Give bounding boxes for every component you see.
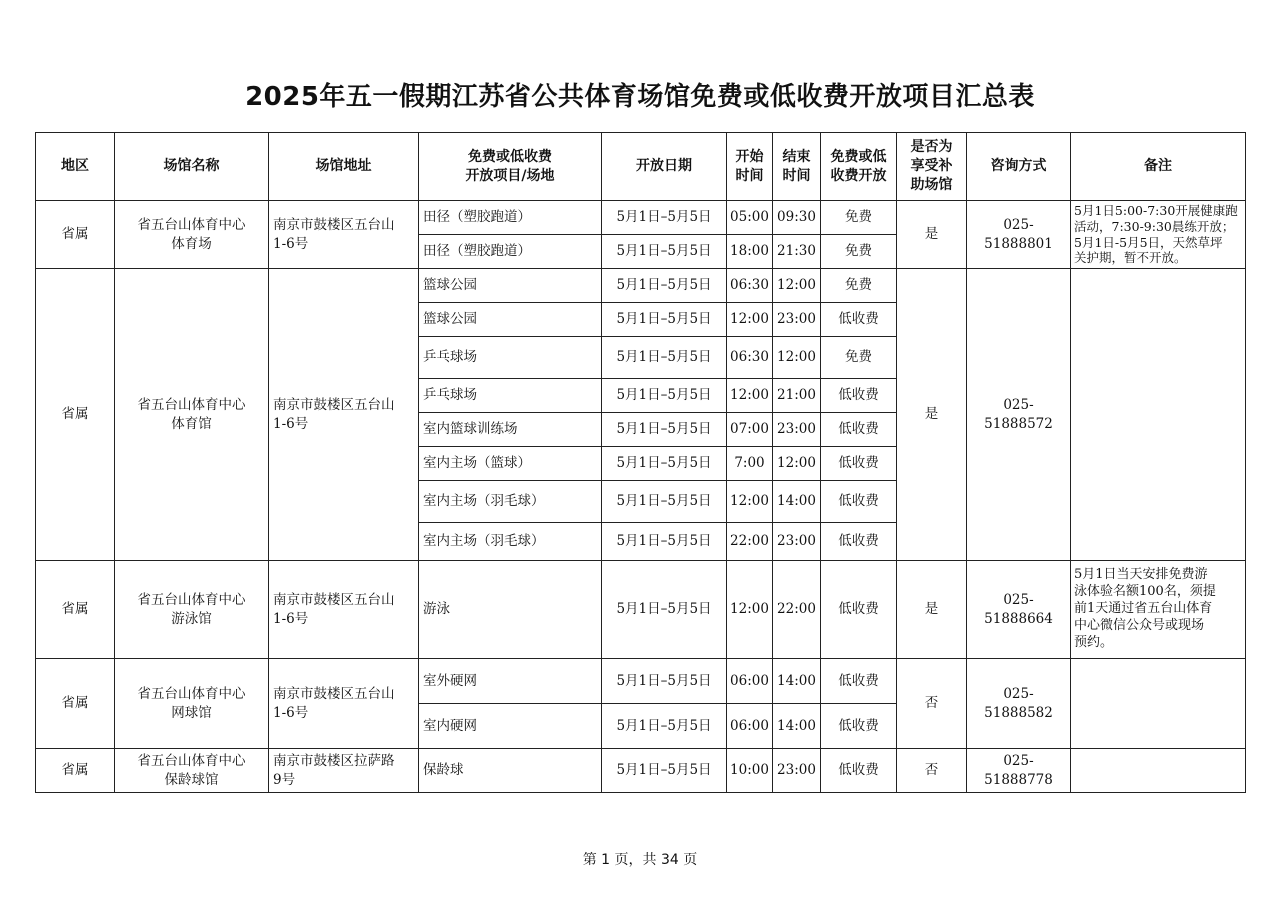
cell-fee: 低收费 — [821, 561, 897, 659]
cell-fee: 低收费 — [821, 413, 897, 447]
cell-start: 06:30 — [727, 269, 773, 303]
cell-venue-address: 南京市鼓楼区五台山 1-6号 — [269, 561, 419, 659]
cell-venue-name: 省五台山体育中心 保龄球馆 — [115, 749, 269, 793]
cell-fee: 免费 — [821, 269, 897, 303]
header-subsidy: 是否为 享受补 助场馆 — [897, 133, 967, 201]
cell-venue-address: 南京市鼓楼区拉萨路 9号 — [269, 749, 419, 793]
cell-project: 保龄球 — [419, 749, 602, 793]
cell-start: 7:00 — [727, 447, 773, 481]
cell-start: 18:00 — [727, 235, 773, 269]
cell-contact: 025-51888664 — [967, 561, 1071, 659]
cell-remarks — [1071, 269, 1246, 561]
cell-project: 田径（塑胶跑道） — [419, 201, 602, 235]
cell-venue-name: 省五台山体育中心 体育馆 — [115, 269, 269, 561]
cell-project: 室内主场（羽毛球） — [419, 481, 602, 523]
cell-fee: 低收费 — [821, 704, 897, 749]
header-venue-address: 场馆地址 — [269, 133, 419, 201]
header-venue-name: 场馆名称 — [115, 133, 269, 201]
cell-end: 21:00 — [773, 379, 821, 413]
cell-venue-address: 南京市鼓楼区五台山 1-6号 — [269, 269, 419, 561]
cell-date: 5月1日–5月5日 — [602, 337, 727, 379]
cell-end: 23:00 — [773, 303, 821, 337]
cell-date: 5月1日–5月5日 — [602, 659, 727, 704]
venue-table — [35, 132, 1246, 793]
cell-fee: 低收费 — [821, 523, 897, 561]
cell-region: 省属 — [36, 269, 115, 561]
cell-venue-address: 南京市鼓楼区五台山 1-6号 — [269, 201, 419, 269]
cell-end: 21:30 — [773, 235, 821, 269]
cell-start: 22:00 — [727, 523, 773, 561]
cell-project: 乒乓球场 — [419, 379, 602, 413]
cell-venue-name: 省五台山体育中心 体育场 — [115, 201, 269, 269]
cell-region: 省属 — [36, 659, 115, 749]
cell-project: 篮球公园 — [419, 269, 602, 303]
cell-project: 田径（塑胶跑道） — [419, 235, 602, 269]
cell-subsidy: 否 — [897, 749, 967, 793]
header-end-time: 结束 时间 — [773, 133, 821, 201]
cell-end: 09:30 — [773, 201, 821, 235]
cell-contact: 025-51888582 — [967, 659, 1071, 749]
cell-fee: 低收费 — [821, 749, 897, 793]
cell-end: 23:00 — [773, 413, 821, 447]
cell-remarks — [1071, 659, 1246, 749]
cell-region: 省属 — [36, 749, 115, 793]
cell-start: 12:00 — [727, 481, 773, 523]
cell-start: 06:30 — [727, 337, 773, 379]
cell-region: 省属 — [36, 201, 115, 269]
cell-date: 5月1日–5月5日 — [602, 303, 727, 337]
cell-end: 14:00 — [773, 659, 821, 704]
cell-remarks: 5月1日5:00-7:30开展健康跑 活动，7:30-9:30晨练开放； 5月1日-5月5日，天然草坪 关护期，暂不开放。 — [1071, 201, 1246, 269]
cell-date: 5月1日–5月5日 — [602, 235, 727, 269]
cell-end: 23:00 — [773, 749, 821, 793]
table-row — [36, 201, 1246, 235]
cell-date: 5月1日–5月5日 — [602, 269, 727, 303]
cell-start: 06:00 — [727, 704, 773, 749]
cell-subsidy: 否 — [897, 659, 967, 749]
cell-end: 12:00 — [773, 269, 821, 303]
cell-end: 14:00 — [773, 481, 821, 523]
cell-date: 5月1日–5月5日 — [602, 447, 727, 481]
cell-start: 12:00 — [727, 561, 773, 659]
table-row — [36, 269, 1246, 303]
cell-start: 10:00 — [727, 749, 773, 793]
cell-fee: 低收费 — [821, 481, 897, 523]
cell-start: 07:00 — [727, 413, 773, 447]
cell-subsidy: 是 — [897, 201, 967, 269]
table-row — [36, 749, 1246, 793]
cell-project: 室外硬网 — [419, 659, 602, 704]
cell-remarks — [1071, 749, 1246, 793]
cell-date: 5月1日–5月5日 — [602, 749, 727, 793]
cell-date: 5月1日–5月5日 — [602, 413, 727, 447]
table-row — [36, 659, 1246, 704]
header-contact: 咨询方式 — [967, 133, 1071, 201]
cell-project: 室内篮球训练场 — [419, 413, 602, 447]
cell-start: 12:00 — [727, 303, 773, 337]
header-fee-type: 免费或低 收费开放 — [821, 133, 897, 201]
cell-end: 23:00 — [773, 523, 821, 561]
cell-end: 14:00 — [773, 704, 821, 749]
header-region: 地区 — [36, 133, 115, 201]
cell-contact: 025-51888801 — [967, 201, 1071, 269]
cell-date: 5月1日–5月5日 — [602, 561, 727, 659]
cell-fee: 免费 — [821, 235, 897, 269]
cell-venue-name: 省五台山体育中心 游泳馆 — [115, 561, 269, 659]
page-title: 2025年五一假期江苏省公共体育场馆免费或低收费开放项目汇总表 — [245, 82, 1035, 112]
cell-remarks: 5月1日当天安排免费游 泳体验名额100名，须提 前1天通过省五台山体育 中心微信公众号或现场 预约。 — [1071, 561, 1246, 659]
cell-end: 22:00 — [773, 561, 821, 659]
cell-start: 12:00 — [727, 379, 773, 413]
cell-date: 5月1日–5月5日 — [602, 704, 727, 749]
header-open-date: 开放日期 — [602, 133, 727, 201]
cell-project: 室内硬网 — [419, 704, 602, 749]
cell-contact: 025-51888778 — [967, 749, 1071, 793]
cell-project: 篮球公园 — [419, 303, 602, 337]
header-remarks: 备注 — [1071, 133, 1246, 201]
cell-region: 省属 — [36, 561, 115, 659]
cell-project: 游泳 — [419, 561, 602, 659]
cell-start: 05:00 — [727, 201, 773, 235]
header-row — [36, 133, 1246, 201]
cell-end: 12:00 — [773, 447, 821, 481]
cell-date: 5月1日–5月5日 — [602, 379, 727, 413]
cell-subsidy: 是 — [897, 561, 967, 659]
header-project: 免费或低收费 开放项目/场地 — [419, 133, 602, 201]
cell-date: 5月1日–5月5日 — [602, 481, 727, 523]
cell-venue-name: 省五台山体育中心 网球馆 — [115, 659, 269, 749]
header-start-time: 开始 时间 — [727, 133, 773, 201]
cell-fee: 免费 — [821, 201, 897, 235]
cell-end: 12:00 — [773, 337, 821, 379]
cell-start: 06:00 — [727, 659, 773, 704]
cell-date: 5月1日–5月5日 — [602, 523, 727, 561]
cell-fee: 免费 — [821, 337, 897, 379]
cell-project: 室内主场（羽毛球） — [419, 523, 602, 561]
cell-fee: 低收费 — [821, 659, 897, 704]
cell-subsidy: 是 — [897, 269, 967, 561]
table-row — [36, 561, 1246, 659]
cell-date: 5月1日–5月5日 — [602, 201, 727, 235]
cell-contact: 025-51888572 — [967, 269, 1071, 561]
cell-fee: 低收费 — [821, 447, 897, 481]
cell-fee: 低收费 — [821, 303, 897, 337]
cell-project: 室内主场（篮球） — [419, 447, 602, 481]
cell-fee: 低收费 — [821, 379, 897, 413]
cell-project: 乒乓球场 — [419, 337, 602, 379]
cell-venue-address: 南京市鼓楼区五台山 1-6号 — [269, 659, 419, 749]
page-footer: 第 1 页，共 34 页 — [582, 852, 698, 868]
